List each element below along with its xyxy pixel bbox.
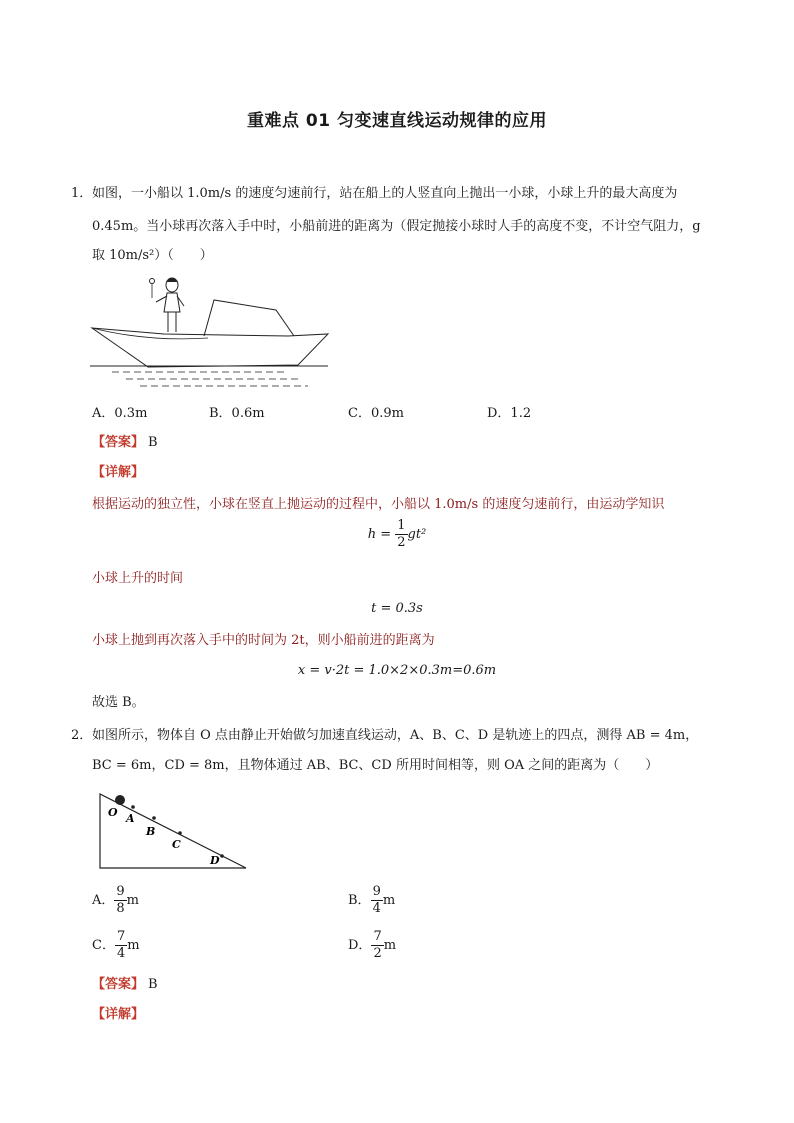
question-1-line-2: 0.45m。当小球再次落入手中时，小船前进的距离为（假定抛接小球时人手的高度不变，不计空气阻力，g (92, 219, 701, 234)
q1-option-c: C．0.9m (348, 406, 404, 421)
question-1-line-3: 取 10m/s²）（ ） (92, 248, 213, 263)
q2-option-c: C． $\frac{7}{4}$ m (92, 929, 140, 961)
label-o: O (108, 806, 118, 819)
q1-formula-3: x = v·2t = 1.0×2×0.3m=0.6m (297, 663, 497, 678)
q2-option-a: A． $\frac{9}{8}$ m (92, 884, 139, 916)
q1-explanation-3: 小球上抛到再次落入手中的时间为 2t，则小船前进的距离为 (92, 633, 435, 648)
label-b: B (146, 825, 156, 838)
question-1-line-1: 如图，一小船以 1.0m/s 的速度匀速前行，站在船上的人竖直向上抛出一小球，小球上升的最大高度为 (92, 186, 678, 201)
q1-detail-label: 【详解】 (92, 465, 145, 480)
q2-option-d: D． $\frac{7}{2}$ m (348, 929, 397, 961)
q1-answer: 【答案】 B (92, 435, 158, 450)
q1-formula-1: h = $\frac{1}{2}$ gt² (367, 518, 427, 550)
question-2-number: 2． (71, 728, 93, 743)
q2-option-b: B． $\frac{9}{4}$ m (348, 884, 396, 916)
q2-detail-label: 【详解】 (92, 1007, 145, 1022)
boat-figure (88, 272, 338, 392)
q1-explanation-2: 小球上升的时间 (92, 571, 184, 586)
q1-option-a: A．0.3m (92, 406, 148, 421)
question-1-number: 1． (71, 186, 93, 201)
q1-option-b: B．0.6m (209, 406, 265, 421)
label-a: A (126, 812, 135, 825)
page-title: 重难点 01 匀变速直线运动规律的应用 (247, 111, 547, 131)
question-2-line-1: 如图所示，物体自 O 点由静止开始做匀加速直线运动，A、B、C、D 是轨迹上的四点，测得 AB = 4m， (92, 728, 699, 743)
q1-explanation-4: 故选 B。 (92, 695, 145, 710)
label-c: C (172, 838, 181, 851)
q2-answer: 【答案】 B (92, 977, 158, 992)
label-d: D (210, 854, 220, 867)
q1-option-d: D．1.2 (487, 406, 532, 421)
q1-formula-2: t = 0.3s (371, 601, 423, 616)
question-2-line-2: BC = 6m，CD = 8m，且物体通过 AB、BC、CD 所用时间相等，则 OA 之间的距离为（ ） (92, 758, 659, 773)
incline-figure (96, 790, 252, 872)
q1-explanation-1: 根据运动的独立性，小球在竖直上抛运动的过程中，小船以 1.0m/s 的速度匀速前行，由运动学知识 (92, 497, 665, 512)
